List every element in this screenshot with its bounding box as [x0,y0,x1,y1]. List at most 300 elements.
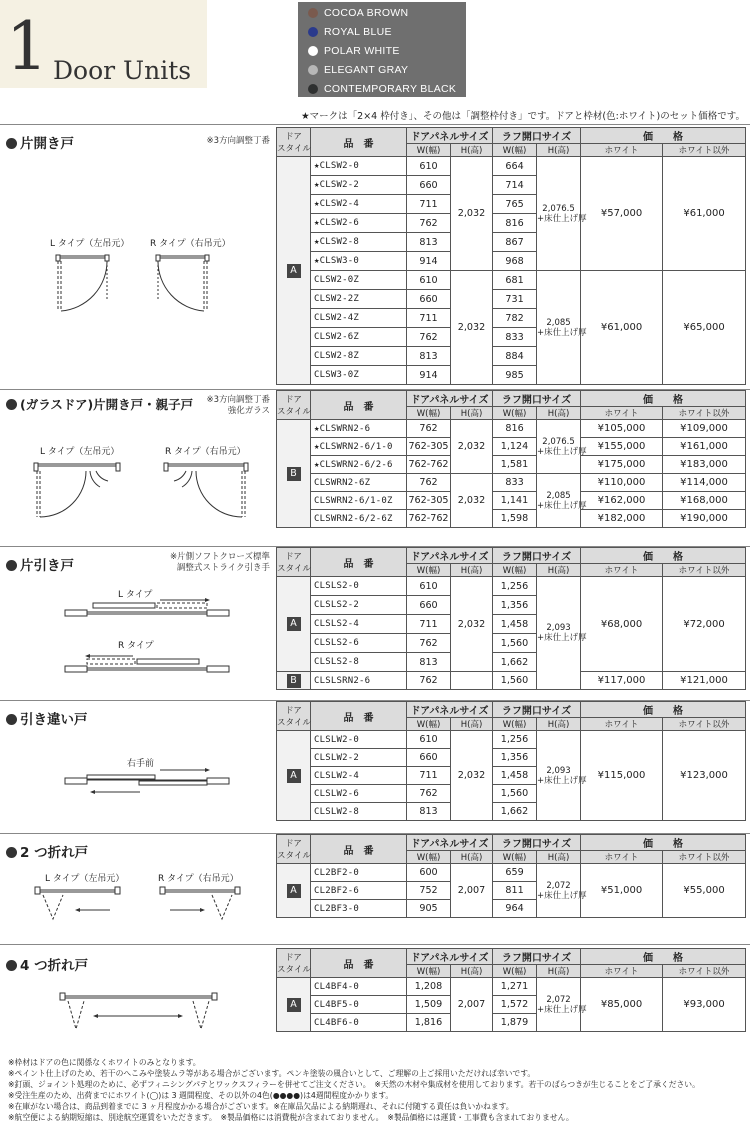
swing-door-table [276,127,746,385]
style-cell [277,731,311,821]
panel-width: 660 [407,290,451,309]
table-row [277,474,746,492]
other-header: ホワイト以外 [663,965,746,978]
panel-width: 813 [407,233,451,252]
price-white: ¥57,000 [581,157,663,271]
rough-height: 2,076.5 +床仕上げ厚 [537,420,581,474]
panel-width: 600 [407,864,451,882]
color-item [308,42,466,61]
rough-width: 681 [493,271,537,290]
r-type-label: R タイプ（右吊元） [150,239,231,249]
panel-width: 762 [407,672,451,690]
table-row [277,456,746,474]
white-header: ホワイト [581,407,663,420]
bullet-icon [6,138,17,149]
part-number: ★CLSWRN2-6 [311,420,407,438]
price-other: ¥61,000 [663,157,746,271]
part-number: ★CLSW2-0 [311,157,407,176]
section-heading-text: 2 つ折れ戸 [20,845,89,861]
style-header: ドア スタイル [277,949,311,978]
color-dot-icon [308,27,318,37]
color-item [308,79,466,98]
footnote: ※受注生産のため、出荷までにホワイト(◯)は 3 週間程度、その以外の4色(●●●●)は4週間程度かかります。 [8,1091,394,1101]
section-double-sliding-door [0,700,750,825]
panel-height: 2,032 [451,577,493,672]
table-row [277,438,746,456]
price-white: ¥110,000 [581,474,663,492]
h-header: H(高) [451,144,493,157]
panel-width: 762-305 [407,492,451,510]
glass-door-diagram [30,459,260,534]
table-row [277,271,746,290]
r-type-label: R タイプ（右吊元） [165,447,246,457]
color-name: ELEGANT GRAY [324,63,409,76]
section-heading-text: (ガラスドア)片開き戸・親子戸 [20,397,194,412]
quad-fold-table [276,948,746,1032]
rough-width: 714 [493,176,537,195]
panel-width: 813 [407,803,451,821]
section-heading [6,841,88,861]
color-dot-icon [308,65,318,75]
h-header: H(高) [537,851,581,864]
part-number: CLSLW2-8 [311,803,407,821]
color-name: ROYAL BLUE [324,26,392,39]
table-row [277,978,746,996]
rough-width: 1,560 [493,672,537,690]
section-heading [6,554,74,574]
h-header: H(高) [451,564,493,577]
price-header: 価 格 [581,702,746,718]
rough-width: 1,124 [493,438,537,456]
price-other: ¥72,000 [663,577,746,672]
style-header: ドア スタイル [277,391,311,420]
rough-width: 867 [493,233,537,252]
section-quad-fold-door [0,944,750,1044]
part-number: CLSLS2-6 [311,634,407,653]
w-header: W(幅) [493,718,537,731]
rough-width: 884 [493,347,537,366]
rough-width: 811 [493,882,537,900]
rough-width: 1,560 [493,785,537,803]
section-heading [6,954,88,974]
h-header: H(高) [537,407,581,420]
section-note: ※片側ソフトクローズ標準 調整式ストライク引き手 [169,552,270,573]
color-name: POLAR WHITE [324,44,400,57]
style-badge: A [287,769,301,783]
price-header: 価 格 [581,128,746,144]
w-header: W(幅) [493,144,537,157]
part-number: CLSLS2-2 [311,596,407,615]
part-number: CL2BF2-6 [311,882,407,900]
style-badge: A [287,617,301,631]
section-heading-text: 4 つ折れ戸 [20,958,89,974]
style-cell [277,157,311,385]
panel-height: 2,032 [451,271,493,385]
part-number: ★CLSW2-4 [311,195,407,214]
h-header: H(高) [451,965,493,978]
part-header: 品 番 [311,391,407,420]
other-header: ホワイト以外 [663,407,746,420]
color-item [308,60,466,79]
swing-door-diagram [50,251,240,331]
panel-width: 711 [407,615,451,634]
style-badge: A [287,264,301,278]
rough-height: 2,093 +床仕上げ厚 [537,731,581,821]
color-name: COCOA BROWN [324,7,409,20]
section-glass-door [0,389,750,541]
rough-width: 765 [493,195,537,214]
glass-door-table [276,390,746,528]
part-number: ★CLSWRN2-6/2-6 [311,456,407,474]
rough-size-header: ラフ開口サイズ [493,949,581,965]
price-white: ¥182,000 [581,510,663,528]
panel-width: 660 [407,596,451,615]
section-note: ※3方向調整丁番 強化ガラス [206,395,270,416]
part-number: CL4BF6-0 [311,1014,407,1032]
r-type-label: R タイプ [118,641,154,651]
h-header: H(高) [537,144,581,157]
w-header: W(幅) [493,407,537,420]
rough-width: 816 [493,420,537,438]
bullet-icon [6,847,17,858]
part-number: CL4BF4-0 [311,978,407,996]
section-note: ※3方向調整丁番 [206,136,270,146]
price-other: ¥190,000 [663,510,746,528]
style-cell [277,978,311,1032]
panel-width: 660 [407,749,451,767]
part-number: CLSLSRN2-6 [311,672,407,690]
panel-width: 610 [407,271,451,290]
footnote: ※在庫がない場合は、商品到着までに 3 ヶ月程度かかる場合がございます。※在庫品欠品による納期遅れ、それに付随する責任は負いかねます。 [8,1102,514,1112]
section-heading-text: 片引き戸 [20,558,74,574]
l-type-label: L タイプ（左吊元） [45,874,125,884]
table-row [277,157,746,176]
table-row [277,492,746,510]
part-number: CL2BF3-0 [311,900,407,918]
panel-width: 610 [407,577,451,596]
rough-width: 1,879 [493,1014,537,1032]
rough-width: 968 [493,252,537,271]
color-legend [298,2,466,97]
part-header: 品 番 [311,835,407,864]
part-number: CLSLW2-6 [311,785,407,803]
footnote: ※釘頭、ジョイント処理のために、必ずフィニシングパテとワックスフィラーを併せてご注文ください。 ※天然の木材や集成材を使用しております。若干のばらつきが生じることをご了承ください。 [8,1080,700,1090]
style-badge: B [287,467,301,481]
w-header: W(幅) [407,564,451,577]
part-number: CLSW3-0Z [311,366,407,385]
rough-width: 964 [493,900,537,918]
other-header: ホワイト以外 [663,564,746,577]
quad-fold-diagram [60,989,220,1041]
price-other: ¥55,000 [663,864,746,918]
rough-height: 2,072 +床仕上げ厚 [537,978,581,1032]
panel-size-header: ドアパネルサイズ [407,702,493,718]
rough-height: 2,085 +床仕上げ厚 [537,271,581,385]
part-number: CLSLS2-4 [311,615,407,634]
price-white: ¥115,000 [581,731,663,821]
h-header: H(高) [451,718,493,731]
other-header: ホワイト以外 [663,718,746,731]
panel-width: 1,816 [407,1014,451,1032]
w-header: W(幅) [493,965,537,978]
panel-width: 762 [407,474,451,492]
part-number: CLSLW2-0 [311,731,407,749]
panel-width: 914 [407,366,451,385]
panel-height: 2,032 [451,474,493,528]
style-badge: A [287,884,301,898]
rough-width: 1,141 [493,492,537,510]
divider [0,124,750,125]
rough-width: 782 [493,309,537,328]
sliding-door-table [276,547,746,690]
panel-width: 762 [407,634,451,653]
panel-width: 914 [407,252,451,271]
rough-width: 1,356 [493,749,537,767]
panel-width: 762 [407,420,451,438]
table-row [277,420,746,438]
white-header: ホワイト [581,718,663,731]
panel-height: 2,007 [451,978,493,1032]
section-number: 1 [6,8,48,85]
price-white: ¥68,000 [581,577,663,672]
h-header: H(高) [537,718,581,731]
part-number: CLSW2-8Z [311,347,407,366]
table-row [277,510,746,528]
price-white: ¥61,000 [581,271,663,385]
section-heading [6,708,88,728]
bullet-icon [6,960,17,971]
white-header: ホワイト [581,965,663,978]
panel-size-header: ドアパネルサイズ [407,835,493,851]
section-heading-text: 片開き戸 [20,136,74,152]
panel-width: 711 [407,195,451,214]
price-white: ¥175,000 [581,456,663,474]
price-header: 価 格 [581,949,746,965]
rough-width: 1,256 [493,731,537,749]
w-header: W(幅) [493,564,537,577]
rough-height: 2,072 +床仕上げ厚 [537,864,581,918]
footnote: ※枠材はドアの色に関係なくホワイトのみとなります。 [8,1058,201,1067]
rough-width: 985 [493,366,537,385]
rough-width: 833 [493,328,537,347]
rough-width: 1,256 [493,577,537,596]
panel-width: 905 [407,900,451,918]
w-header: W(幅) [493,851,537,864]
price-white: ¥105,000 [581,420,663,438]
section-title: Door Units [53,56,192,85]
style-cell [277,864,311,918]
h-header: H(高) [537,564,581,577]
price-other: ¥121,000 [663,672,746,690]
set-price-note: ★マークは「2×4 枠付き」、その他は「調整枠付き」です。ドアと枠材(色:ホワイト)のセット価格です。 [301,111,745,122]
panel-width: 660 [407,176,451,195]
part-number: CL2BF2-0 [311,864,407,882]
panel-height: 2,032 [451,157,493,271]
price-other: ¥114,000 [663,474,746,492]
style-header: ドア スタイル [277,548,311,577]
sliding-door-diagram [65,598,230,686]
panel-size-header: ドアパネルサイズ [407,949,493,965]
panel-width: 610 [407,157,451,176]
part-number: CLSWRN2-6/2-6Z [311,510,407,528]
section-heading [6,395,193,413]
rough-width: 1,598 [493,510,537,528]
price-white: ¥155,000 [581,438,663,456]
part-number: ★CLSW2-6 [311,214,407,233]
color-dot-icon [308,8,318,18]
section-sliding-door [0,546,750,694]
w-header: W(幅) [407,144,451,157]
part-number: CLSW2-2Z [311,290,407,309]
panel-height: 2,032 [451,731,493,821]
w-header: W(幅) [407,851,451,864]
part-number: CL4BF5-0 [311,996,407,1014]
style-header: ドア スタイル [277,128,311,157]
w-header: W(幅) [407,407,451,420]
panel-width: 762-305 [407,438,451,456]
price-other: ¥123,000 [663,731,746,821]
footnote: ※航空便による納期短縮は、別途航空運賃をいただきます。 ※製品価格には消費税が含まれておりません。 ※製品価格には運賃・工事費も含まれておりません。 [8,1113,574,1123]
panel-width: 610 [407,731,451,749]
panel-width: 752 [407,882,451,900]
price-white: ¥85,000 [581,978,663,1032]
price-other: ¥93,000 [663,978,746,1032]
panel-width: 813 [407,653,451,672]
style-badge: B [287,674,301,688]
w-header: W(幅) [407,965,451,978]
front-side-label: 右手前 [127,759,155,769]
price-other: ¥161,000 [663,438,746,456]
rough-size-header: ラフ開口サイズ [493,128,581,144]
panel-width: 762-762 [407,510,451,528]
bullet-icon [6,714,17,725]
part-header: 品 番 [311,949,407,978]
panel-width: 711 [407,767,451,785]
white-header: ホワイト [581,851,663,864]
w-header: W(幅) [407,718,451,731]
price-other: ¥168,000 [663,492,746,510]
panel-size-header: ドアパネルサイズ [407,128,493,144]
panel-width: 711 [407,309,451,328]
l-type-label: L タイプ（左吊元） [40,447,120,457]
part-number: CLSW2-4Z [311,309,407,328]
rough-width: 1,572 [493,996,537,1014]
table-row [277,731,746,749]
part-number: ★CLSW3-0 [311,252,407,271]
panel-width: 762 [407,785,451,803]
price-white: ¥51,000 [581,864,663,918]
bifold-door-table [276,834,746,918]
part-number: CLSW2-0Z [311,271,407,290]
style-badge: A [287,998,301,1012]
part-number: CLSLW2-4 [311,767,407,785]
price-other: ¥109,000 [663,420,746,438]
part-number: ★CLSWRN2-6/1-0 [311,438,407,456]
price-other: ¥183,000 [663,456,746,474]
section-bifold-door [0,833,750,938]
rough-width: 833 [493,474,537,492]
part-number: CLSLS2-0 [311,577,407,596]
color-item [308,4,466,23]
rough-width: 1,560 [493,634,537,653]
panel-width: 762 [407,214,451,233]
panel-width: 1,509 [407,996,451,1014]
white-header: ホワイト [581,144,663,157]
price-white: ¥162,000 [581,492,663,510]
rough-height: 2,085 +床仕上げ厚 [537,474,581,528]
color-item [308,23,466,42]
part-number: CLSWRN2-6/1-0Z [311,492,407,510]
color-dot-icon [308,46,318,56]
l-type-label: L タイプ（左吊元） [50,239,130,249]
part-header: 品 番 [311,128,407,157]
table-row [277,864,746,882]
rough-size-header: ラフ開口サイズ [493,835,581,851]
footnotes [8,1057,748,1124]
bullet-icon [6,560,17,571]
section-swing-door [0,126,750,384]
rough-width: 1,458 [493,767,537,785]
panel-size-header: ドアパネルサイズ [407,548,493,564]
panel-width: 1,208 [407,978,451,996]
rough-size-header: ラフ開口サイズ [493,548,581,564]
rough-width: 1,458 [493,615,537,634]
panel-height: 2,007 [451,864,493,918]
rough-size-header: ラフ開口サイズ [493,702,581,718]
panel-size-header: ドアパネルサイズ [407,391,493,407]
rough-height: 2,076.5 +床仕上げ厚 [537,157,581,271]
rough-width: 659 [493,864,537,882]
rough-width: 816 [493,214,537,233]
rough-width: 1,271 [493,978,537,996]
header-box [0,0,207,88]
part-number: CLSLW2-2 [311,749,407,767]
r-type-label: R タイプ（右吊元） [158,874,239,884]
white-header: ホワイト [581,564,663,577]
price-white: ¥117,000 [581,672,663,690]
other-header: ホワイト以外 [663,851,746,864]
bifold-door-diagram [35,883,245,933]
rough-width: 731 [493,290,537,309]
style-header: ドア スタイル [277,835,311,864]
divider [0,944,750,945]
other-header: ホワイト以外 [663,144,746,157]
color-name: CONTEMPORARY BLACK [324,82,457,95]
panel-width: 813 [407,347,451,366]
rough-width: 664 [493,157,537,176]
part-number: CLSW2-6Z [311,328,407,347]
price-other: ¥65,000 [663,271,746,385]
part-number: CLSWRN2-6Z [311,474,407,492]
rough-size-header: ラフ開口サイズ [493,391,581,407]
rough-width: 1,662 [493,653,537,672]
section-heading [6,132,74,152]
panel-width: 762 [407,328,451,347]
rough-width: 1,356 [493,596,537,615]
rough-height: 2,093 +床仕上げ厚 [537,577,581,690]
l-type-label: L タイプ [118,590,153,600]
part-number: ★CLSW2-2 [311,176,407,195]
panel-height: 2,032 [451,420,493,474]
double-sliding-diagram [65,766,230,806]
style-cell [277,672,311,690]
part-number: CLSLS2-8 [311,653,407,672]
section-heading-text: 引き違い戸 [20,712,88,728]
color-dot-icon [308,84,318,94]
rough-width: 1,581 [493,456,537,474]
part-header: 品 番 [311,548,407,577]
style-header: ドア スタイル [277,702,311,731]
